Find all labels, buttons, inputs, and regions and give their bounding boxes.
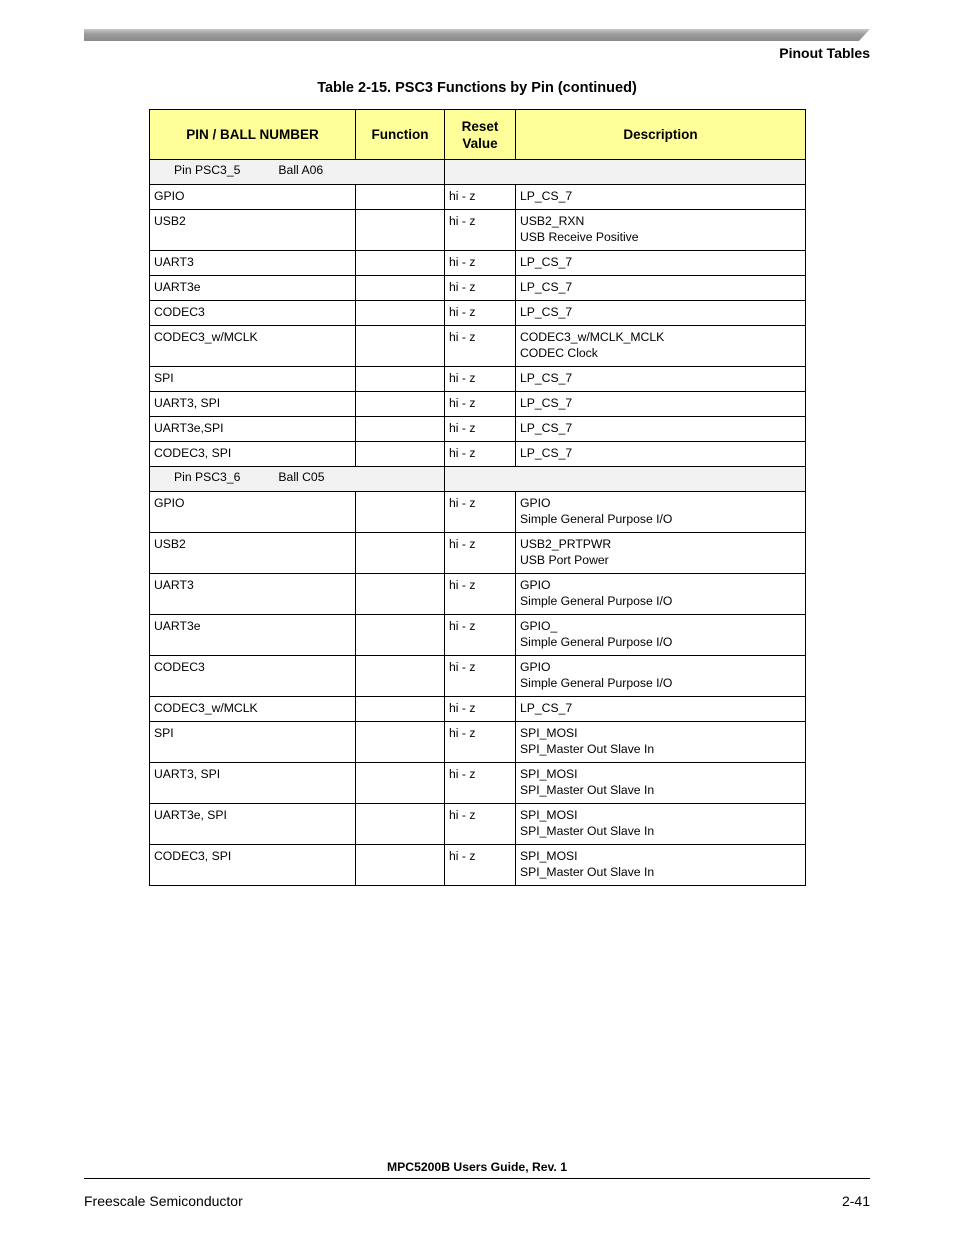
description-cell: [516, 392, 806, 417]
table-row: [150, 417, 806, 442]
pin-group-ball-label: Ball A06: [278, 163, 324, 177]
reset-value-cell: hi - z: [445, 301, 516, 326]
description-cell: [516, 417, 806, 442]
reset-value-cell: hi - z: [445, 763, 516, 804]
description-line: LP_CS_7: [520, 189, 573, 203]
table-body: [150, 160, 806, 886]
pin-cell: UART3, SPI: [150, 392, 356, 417]
function-cell: [356, 722, 445, 763]
function-cell: [356, 656, 445, 697]
column-header-reset-value: [445, 110, 516, 160]
reset-value-cell: hi - z: [445, 845, 516, 886]
pin-cell: UART3e,SPI: [150, 417, 356, 442]
table-row: [150, 251, 806, 276]
footer-document-title: MPC5200B Users Guide, Rev. 1: [387, 1160, 567, 1174]
header-rule-bar: [84, 29, 870, 41]
description-line: LP_CS_7: [520, 371, 573, 385]
description-cell: [516, 845, 806, 886]
pin-cell: GPIO: [150, 185, 356, 210]
pin-cell: UART3e: [150, 615, 356, 656]
description-cell: [516, 697, 806, 722]
pin-cell: CODEC3: [150, 301, 356, 326]
description-cell: [516, 656, 806, 697]
pin-group-ball-label: Ball C05: [278, 470, 325, 484]
pin-group-cell: [150, 467, 445, 492]
pin-cell: UART3e, SPI: [150, 804, 356, 845]
pin-cell: CODEC3_w/MCLK: [150, 326, 356, 367]
description-line: USB2_RXN: [520, 214, 585, 228]
function-cell: [356, 574, 445, 615]
description-line: GPIO_: [520, 619, 558, 633]
psc3-functions-table: [149, 109, 806, 886]
description-line: CODEC Clock: [520, 345, 598, 360]
pin-group-empty-cell: [445, 467, 806, 492]
table-row: [150, 615, 806, 656]
table-row: [150, 697, 806, 722]
description-line: Simple General Purpose I/O: [520, 593, 673, 608]
function-cell: [356, 845, 445, 886]
pin-cell: SPI: [150, 722, 356, 763]
column-header-reset-value-text: Reset Value: [461, 118, 499, 151]
pin-cell: CODEC3, SPI: [150, 845, 356, 886]
pin-cell: CODEC3, SPI: [150, 442, 356, 467]
description-cell: [516, 804, 806, 845]
pin-group-row: [150, 467, 806, 492]
description-cell: [516, 276, 806, 301]
reset-value-cell: hi - z: [445, 574, 516, 615]
reset-value-cell: hi - z: [445, 417, 516, 442]
description-line: GPIO: [520, 578, 551, 592]
description-line: SPI_Master Out Slave In: [520, 823, 655, 838]
pin-group-empty-cell: [445, 160, 806, 185]
section-title: Pinout Tables: [779, 45, 870, 61]
reset-value-cell: hi - z: [445, 210, 516, 251]
function-cell: [356, 442, 445, 467]
function-cell: [356, 492, 445, 533]
table-row: [150, 367, 806, 392]
description-line: SPI_MOSI: [520, 726, 578, 740]
description-line: LP_CS_7: [520, 305, 573, 319]
function-cell: [356, 533, 445, 574]
description-line: Simple General Purpose I/O: [520, 675, 673, 690]
table-caption: Table 2-15. PSC3 Functions by Pin (continued): [317, 80, 637, 96]
function-cell: [356, 276, 445, 301]
function-cell: [356, 326, 445, 367]
footer-company: Freescale Semiconductor: [84, 1193, 243, 1209]
reset-value-cell: hi - z: [445, 615, 516, 656]
description-line: LP_CS_7: [520, 280, 573, 294]
description-line: USB2_PRTPWR: [520, 537, 612, 551]
description-line: LP_CS_7: [520, 446, 573, 460]
description-line: SPI_MOSI: [520, 808, 578, 822]
function-cell: [356, 301, 445, 326]
table-row: [150, 185, 806, 210]
description-line: SPI_Master Out Slave In: [520, 741, 655, 756]
table-row: [150, 392, 806, 417]
description-cell: [516, 185, 806, 210]
reset-value-cell: hi - z: [445, 251, 516, 276]
table-row: [150, 804, 806, 845]
table-row: [150, 763, 806, 804]
column-header-function: Function: [356, 110, 445, 160]
pin-cell: CODEC3_w/MCLK: [150, 697, 356, 722]
table-row: [150, 845, 806, 886]
description-cell: [516, 326, 806, 367]
description-line: SPI_Master Out Slave In: [520, 864, 655, 879]
table-row: [150, 722, 806, 763]
function-cell: [356, 804, 445, 845]
footer-page-number: 2-41: [841, 1193, 870, 1209]
function-cell: [356, 615, 445, 656]
function-cell: [356, 763, 445, 804]
table-row: [150, 574, 806, 615]
table-row: [150, 326, 806, 367]
pin-cell: GPIO: [150, 492, 356, 533]
description-cell: [516, 763, 806, 804]
description-cell: [516, 574, 806, 615]
table-row: [150, 276, 806, 301]
description-line: USB Receive Positive: [520, 229, 639, 244]
table-row: [150, 442, 806, 467]
column-header-pin: PIN / BALL NUMBER: [150, 110, 356, 160]
pin-cell: SPI: [150, 367, 356, 392]
reset-value-cell: hi - z: [445, 442, 516, 467]
description-cell: [516, 615, 806, 656]
footer-rule: [84, 1178, 870, 1179]
reset-value-cell: hi - z: [445, 185, 516, 210]
description-line: GPIO: [520, 496, 551, 510]
table-header-row: [150, 110, 806, 160]
table-row: [150, 533, 806, 574]
reset-value-cell: hi - z: [445, 697, 516, 722]
reset-value-cell: hi - z: [445, 804, 516, 845]
description-cell: [516, 251, 806, 276]
pin-cell: USB2: [150, 533, 356, 574]
pin-cell: CODEC3: [150, 656, 356, 697]
reset-value-cell: hi - z: [445, 276, 516, 301]
pin-cell: UART3: [150, 574, 356, 615]
function-cell: [356, 185, 445, 210]
pin-group-cell: [150, 160, 445, 185]
function-cell: [356, 417, 445, 442]
description-line: GPIO: [520, 660, 551, 674]
pin-cell: USB2: [150, 210, 356, 251]
function-cell: [356, 251, 445, 276]
description-line: LP_CS_7: [520, 421, 573, 435]
description-cell: [516, 210, 806, 251]
reset-value-cell: hi - z: [445, 367, 516, 392]
description-line: SPI_MOSI: [520, 767, 578, 781]
description-cell: [516, 442, 806, 467]
reset-value-cell: hi - z: [445, 722, 516, 763]
description-line: Simple General Purpose I/O: [520, 634, 673, 649]
pin-cell: UART3, SPI: [150, 763, 356, 804]
description-line: USB Port Power: [520, 552, 609, 567]
description-cell: [516, 722, 806, 763]
description-line: LP_CS_7: [520, 701, 573, 715]
pin-cell: UART3: [150, 251, 356, 276]
description-line: Simple General Purpose I/O: [520, 511, 673, 526]
description-line: LP_CS_7: [520, 396, 573, 410]
reset-value-cell: hi - z: [445, 392, 516, 417]
reset-value-cell: hi - z: [445, 492, 516, 533]
function-cell: [356, 210, 445, 251]
table-row: [150, 301, 806, 326]
pin-cell: UART3e: [150, 276, 356, 301]
description-cell: [516, 301, 806, 326]
table-row: [150, 656, 806, 697]
description-line: SPI_Master Out Slave In: [520, 782, 655, 797]
table-row: [150, 492, 806, 533]
description-line: SPI_MOSI: [520, 849, 578, 863]
pin-group-pin-label: Pin PSC3_5: [174, 163, 241, 177]
description-cell: [516, 492, 806, 533]
function-cell: [356, 392, 445, 417]
pin-group-row: [150, 160, 806, 185]
pin-group-pin-label: Pin PSC3_6: [174, 470, 241, 484]
table-row: [150, 210, 806, 251]
description-cell: [516, 533, 806, 574]
reset-value-cell: hi - z: [445, 533, 516, 574]
function-cell: [356, 367, 445, 392]
function-cell: [356, 697, 445, 722]
reset-value-cell: hi - z: [445, 656, 516, 697]
description-line: CODEC3_w/MCLK_MCLK: [520, 330, 665, 344]
reset-value-cell: hi - z: [445, 326, 516, 367]
description-cell: [516, 367, 806, 392]
description-line: LP_CS_7: [520, 255, 573, 269]
column-header-description: Description: [516, 110, 806, 160]
